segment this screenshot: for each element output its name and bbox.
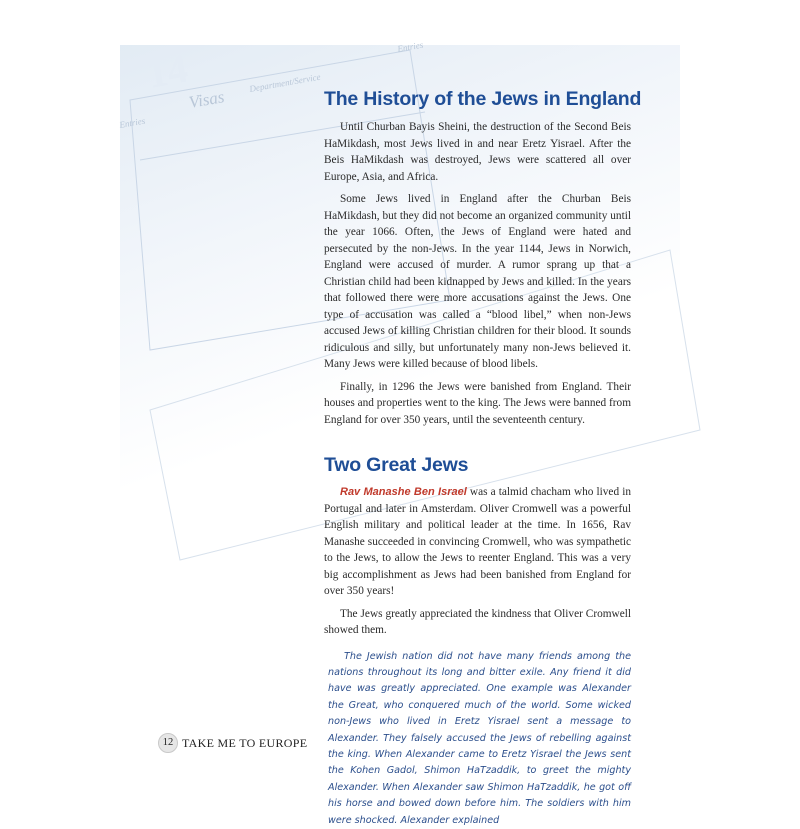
page-footer	[158, 733, 307, 753]
stamp-text-visas: Visas	[187, 87, 226, 112]
paragraph-3: Finally, in 1296 the Jews were banished from England. Their houses and properties went to the king. The Jews were banned from England for over 350 years, until the seventeenth century.	[324, 380, 631, 426]
paragraph-cromwell: The Jews greatly appreciated the kindness that Oliver Cromwell showed them.	[324, 607, 631, 636]
text-column	[324, 86, 642, 829]
stamp-number: 14	[143, 45, 191, 97]
rav-name: Rav Manashe Ben Israel	[340, 486, 467, 498]
book-title: TAKE ME TO EUROPE	[182, 735, 308, 750]
section-title-two-great-jews: Two Great Jews	[324, 454, 469, 476]
stamp-text-entries-top: Entries	[396, 40, 424, 54]
paragraph-rav-text: was a talmid chacham who lived in Portugal and later in Amsterdam. Oliver Cromwell was a powerful English military and political leader at the time. In 1656, Rav Manashe succeeded in convincing Cromwell, who was sympathetic to the Jews, to allow the Jews to reenter England. This was a very big accomplishment as Jews had been banished from England for over 350 years!	[324, 486, 631, 597]
section-title-history: The History of the Jews in England	[324, 88, 642, 110]
stamp-text-department: Department/Service	[248, 71, 322, 94]
paragraph-1: Until Churban Bayis Sheini, the destruction of the Second Beis HaMikdash, most Jews lived in and near Eretz Yisrael. After the Beis HaMikdash was destroyed, Jews were scattered all over Europe, Asia, and Africa.	[324, 121, 631, 183]
stamp-text-entries-left: Entries	[118, 115, 146, 130]
page-number: 12	[158, 733, 178, 753]
alexander-story-quote: The Jewish nation did not have many friends among the nations throughout its long and bitter exile. Any friend it did have was greatly appreciated. One example was Alexander the Great, who conquered much of the world. Some wicked non-Jews who lived in Eretz Yisrael sent a message to Alexander. They falsely accused the Jews of rebelling against the king. When Alexander came to Eretz Yisrael the Jews sent the Kohen Gadol, Shimon HaTzaddik, to greet the mighty Alexander. When Alexander saw Shimon HaTzaddik, he got off his horse and bowed down before him. The soldiers with him were shocked. Alexander explained	[328, 650, 631, 826]
paragraph-rav-manashe	[324, 484, 631, 600]
paragraph-2: Some Jews lived in England after the Churban Beis HaMikdash, but they did not become an organized community until the year 1066. Often, the Jews of England were hated and persecuted by the non-Jews. In the year 1144, Jews in Norwich, England were accused of murder. A rumor sprang up that a Christian child had been kidnapped by Jews and killed. In the years that followed there were more accusations against the Jews. One type of accusation was called a “blood libel,” when non-Jews accused Jews of killing Christian children for their blood. It sounds ridiculous and silly, but unfortunately many non-Jews believed it. Many Jews were killed because of blood libels.	[324, 193, 631, 370]
